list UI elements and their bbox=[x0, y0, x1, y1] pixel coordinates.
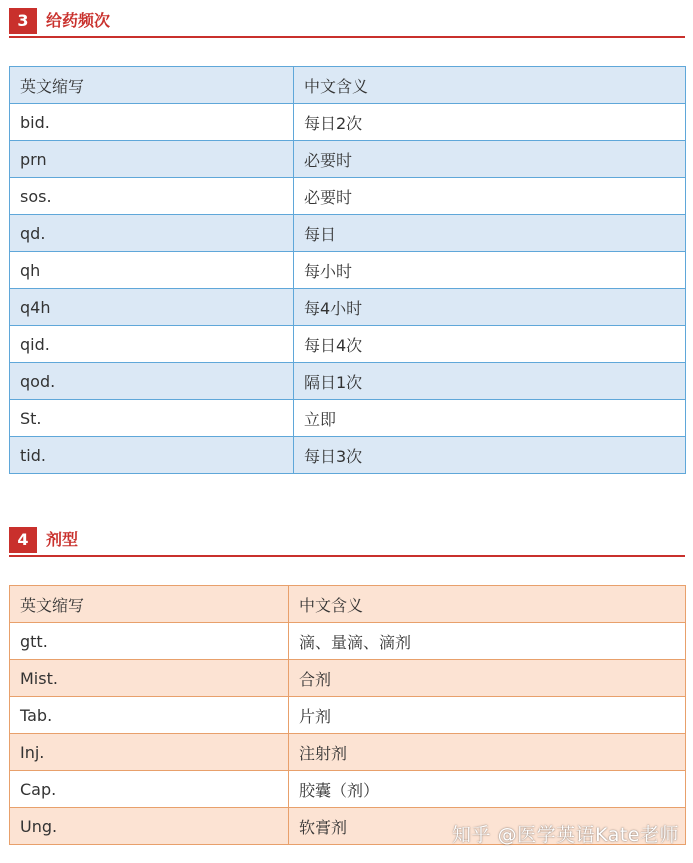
meaning-cell: 滴、量滴、滴剂 bbox=[289, 623, 686, 660]
meaning-cell: 隔日1次 bbox=[294, 363, 686, 400]
abbrev-cell: qh bbox=[10, 252, 294, 289]
abbrev-cell: qid. bbox=[10, 326, 294, 363]
meaning-cell: 每日3次 bbox=[294, 437, 686, 474]
meaning-cell: 软膏剂 bbox=[289, 808, 686, 845]
section-3-header bbox=[9, 8, 685, 38]
table-row bbox=[10, 141, 686, 178]
meaning-cell: 片剂 bbox=[289, 697, 686, 734]
abbrev-cell: bid. bbox=[10, 104, 294, 141]
table-row bbox=[10, 252, 686, 289]
abbrev-cell: Inj. bbox=[10, 734, 289, 771]
table-row bbox=[10, 771, 686, 808]
table-row bbox=[10, 215, 686, 252]
table-header-row bbox=[10, 67, 686, 104]
table-row bbox=[10, 734, 686, 771]
table-row bbox=[10, 660, 686, 697]
meaning-cell: 必要时 bbox=[294, 141, 686, 178]
meaning-cell: 每日4次 bbox=[294, 326, 686, 363]
abbrev-cell: prn bbox=[10, 141, 294, 178]
meaning-cell: 每小时 bbox=[294, 252, 686, 289]
abbrev-cell: tid. bbox=[10, 437, 294, 474]
meaning-cell: 每4小时 bbox=[294, 289, 686, 326]
header-cell-meaning: 中文含义 bbox=[289, 586, 686, 623]
header-cell-meaning: 中文含义 bbox=[294, 67, 686, 104]
abbrev-cell: sos. bbox=[10, 178, 294, 215]
meaning-cell: 每日 bbox=[294, 215, 686, 252]
section-3-number: 3 bbox=[9, 8, 37, 34]
section-4-number: 4 bbox=[9, 527, 37, 553]
table-row bbox=[10, 437, 686, 474]
table-row bbox=[10, 104, 686, 141]
table-row bbox=[10, 623, 686, 660]
abbrev-cell: qod. bbox=[10, 363, 294, 400]
abbrev-cell: St. bbox=[10, 400, 294, 437]
table-row bbox=[10, 178, 686, 215]
meaning-cell: 必要时 bbox=[294, 178, 686, 215]
section-4-header bbox=[9, 527, 685, 557]
abbrev-cell: gtt. bbox=[10, 623, 289, 660]
abbrev-cell: qd. bbox=[10, 215, 294, 252]
meaning-cell: 每日2次 bbox=[294, 104, 686, 141]
section-4-title: 剂型 bbox=[46, 530, 79, 549]
frequency-table bbox=[9, 66, 686, 474]
abbrev-cell: q4h bbox=[10, 289, 294, 326]
table-row bbox=[10, 697, 686, 734]
table-row bbox=[10, 289, 686, 326]
table-row bbox=[10, 363, 686, 400]
section-3-title: 给药频次 bbox=[46, 11, 111, 30]
meaning-cell: 合剂 bbox=[289, 660, 686, 697]
abbrev-cell: Mist. bbox=[10, 660, 289, 697]
table-header-row bbox=[10, 586, 686, 623]
table-row bbox=[10, 400, 686, 437]
meaning-cell: 立即 bbox=[294, 400, 686, 437]
abbrev-cell: Tab. bbox=[10, 697, 289, 734]
dosage-form-table bbox=[9, 585, 686, 845]
table-row bbox=[10, 326, 686, 363]
header-cell-abbrev: 英文缩写 bbox=[10, 586, 289, 623]
meaning-cell: 注射剂 bbox=[289, 734, 686, 771]
meaning-cell: 胶囊（剂） bbox=[289, 771, 686, 808]
abbrev-cell: Cap. bbox=[10, 771, 289, 808]
abbrev-cell: Ung. bbox=[10, 808, 289, 845]
watermark: 知乎 @医学英语Kate老师 bbox=[452, 824, 679, 846]
header-cell-abbrev: 英文缩写 bbox=[10, 67, 294, 104]
